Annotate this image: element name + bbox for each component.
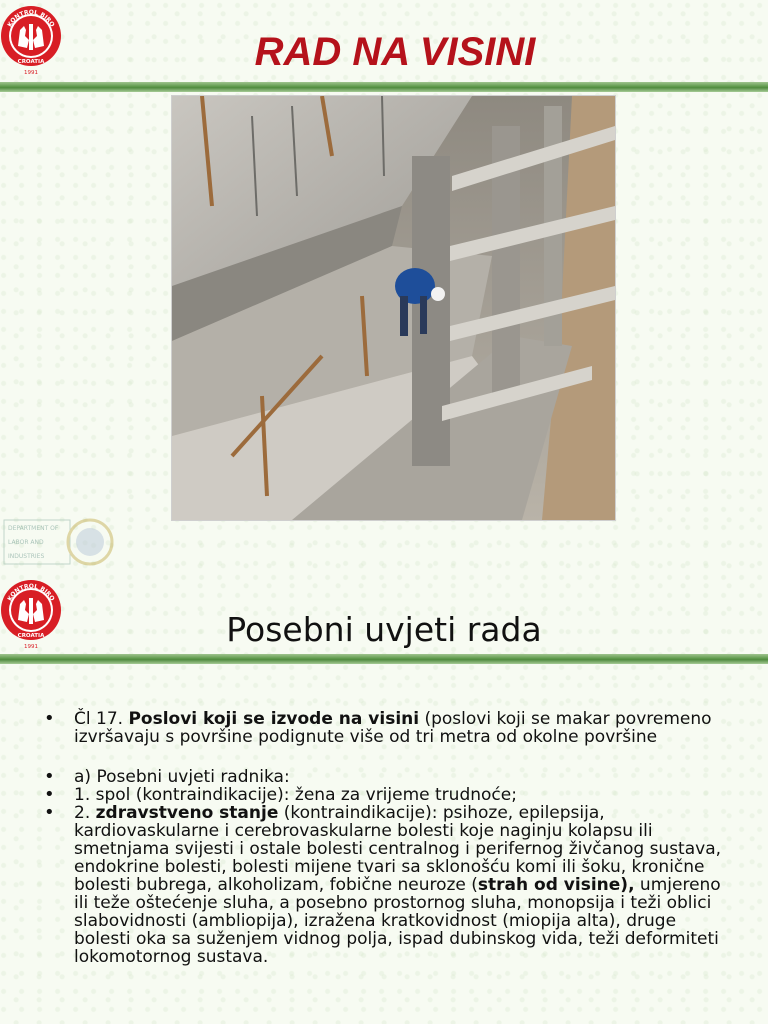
seal-line-3: INDUSTRIES bbox=[8, 553, 45, 560]
divider-bar bbox=[0, 82, 768, 92]
list-item: • a) Posebni uvjeti radnika: bbox=[44, 768, 734, 786]
divider-bar bbox=[0, 654, 768, 664]
slide-2 bbox=[0, 572, 768, 1024]
department-of-labor-seal bbox=[2, 514, 114, 570]
logo-year: 1991 bbox=[24, 644, 38, 650]
seal-line-1: DEPARTMENT OF bbox=[8, 525, 59, 532]
slide-title: Posebni uvjeti rada bbox=[226, 610, 542, 649]
logo-bottom-text: CROATIA bbox=[17, 59, 45, 65]
list-item: • 2. zdravstveno stanje (kontraindikacije): psihoze, epilepsija, kardiovaskularne i cerebrovaskularne bolesti koje naginju kolapsu ili smetnjama svijesti i ostale bolesti centralnog i perifernog živčanog sustava, endokrine bolesti, bolesti mijene tvari sa sklonošću komi ili šoku, kronične bolesti bubrega, alkoholizam, fobične neuroze (strah od visine), umjereno ili teže oštećenje sluha, a posebno prostornog sluha, monopsija i teži oblici slabovidnosti (ambliopija), izražena kratkovidnost (miopija alta), druge bolesti oka sa suženjem vidnog polja, ispad dubinskog vida, teži deformiteti lokomotornog sustava. bbox=[44, 804, 734, 966]
bullet-list bbox=[44, 710, 734, 966]
list-item: • 1. spol (kontraindikacije): žena za vrijeme trudnoće; bbox=[44, 786, 734, 804]
slide-title: RAD NA VISINI bbox=[254, 30, 536, 74]
logo-bottom-text: CROATIA bbox=[17, 633, 45, 639]
logo-top-text: KONTROL BIRO bbox=[6, 8, 56, 29]
construction-worker-photo bbox=[172, 96, 615, 520]
seal-line-2: LABOR AND bbox=[8, 539, 44, 546]
list-item: • Čl 17. Poslovi koji se izvode na visini (poslovi koji se makar povremeno izvršavaju s površine podignute više od tri metra od okolne površine bbox=[44, 710, 734, 746]
logo-year: 1991 bbox=[24, 70, 38, 76]
logo-top-text: KONTROL BIRO bbox=[6, 582, 56, 603]
